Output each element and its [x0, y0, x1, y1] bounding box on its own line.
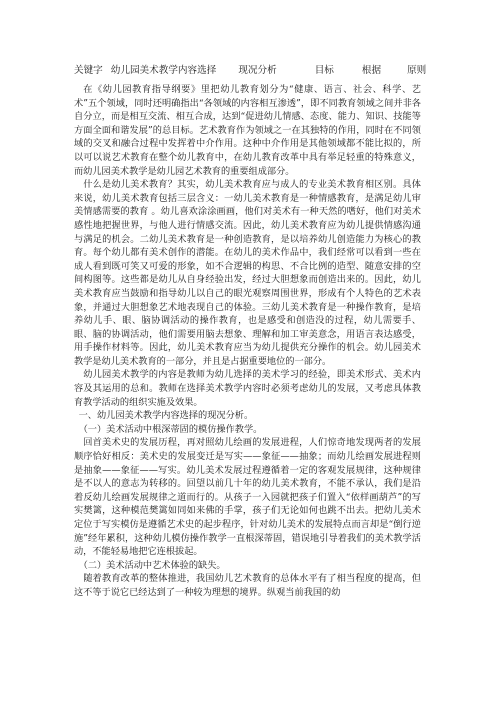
subsection-heading: （二）美术活动中艺术体验的缺失。: [78, 559, 226, 571]
body-paragraph: 随着教育改革的整体推进，我国幼儿艺术教育的总体水平有了相当程度的提高，但这不等于说它已经达到了一种较为理想的境界。纵观当前我国的幼: [74, 573, 421, 598]
document-body: [74, 64, 427, 600]
body-paragraph: 幼儿园美术教学的内容是教师为幼儿选择的美术学习的经验，即美术形式、美术内容及其运用的总和。教师在选择美术教学内容时必须考虑幼儿的发展，又考虑具体教育教学活动的组织实施及效果。: [74, 369, 421, 408]
subsection-heading: （一）美术活动中根深蒂固的模仿操作教学。: [78, 423, 263, 435]
keyword-term: 目标: [314, 65, 334, 76]
keyword-term: 原则: [407, 65, 427, 76]
body-paragraph: 什么是幼儿美术教育？其实，幼儿美术教育应与成人的专业美术教育相区别。具体来说，幼儿美术教育包括三层含义：一幼儿美术教育是一种情感教育，是满足幼儿审美情感需要的教育 。幼儿喜欢涂涂画画，他们对美术有一种天然的嗜好，他们对美术感性地把握世界，与他人进行情感交流。因此，幼儿美术教育应为幼儿提供情感沟通与满足的机会。二幼儿美术教育是一种创造教育，是以培养幼儿创造能力为核心的教育。每个幼儿都有美术创作的潜能。在幼儿的美术作品中，我们经常可以看到一些在成人看到既可笑又可爱的形象，如不合逻辑的构思、不合比例的造型、随意安排的空间构图等。这些都是幼儿从自身经验出发，经过大胆想象而创造出来的。因此，幼儿美术教育应当鼓励和指导幼儿以自己的眼光观察周围世界，形成有个人特色的艺术表象，并通过大胆想象艺术地表现自己的体验。三幼儿美术教育是一种操作教育，是培养幼儿手、眼、脑协调活动的操作教育，也是感受和创造没的过程，幼儿需要手、眼、脑的协调活动，他们需要用脑去想象、理解和加工审美意念，用语言表达感受，用手操作材料等。因此，幼儿美术教育应当为幼儿提供充分操作的机会。幼儿园美术教学是幼儿美术教育的一部分，并且是占据重要地位的一部分。: [74, 179, 421, 367]
body-paragraph: 回首美术史的发展历程，再对照幼儿绘画的发展进程，人们惊奇地发现两者的发展顺序恰好相反：美术史的发展变迁是写实——象征——抽象；而幼儿绘画发展进程则是抽象——象征——写实。幼儿美术发展过程遵循着一定的客观发展规律，这种规律是不以人的意志为转移的。回望以前几十年的幼儿美术教育，不能不承认，我们是沿着反幼儿绘画发展规律之道而行的。从孩子一入园就把孩子们置入“依样画葫芦”的写实樊篱，这种模范樊篱如同如来佛的手掌，孩子们无论如何也跳不出去。把幼儿美术定位于写实模仿是遵循艺术史的起步程序，针对幼儿美术的发展特点而言却是“倒行逆施”经年累积，这种幼儿模仿操作教学一直根深蒂固，错误地引导着我们的美术教学活动，不能轻易地把它连根拔起。: [74, 437, 421, 558]
body-paragraph: 在《幼儿园教育指导纲要》里把幼儿教育划分为“健康、语言、社会、科学、艺术”五个领域，同时还明确指出“各领域的内容相互渗透”，即不同教育领域之间并非各自分立，而是相互交流、相互合成，达到“促进幼儿情感、态度、能力、知识、技能等方面全面和谐发展”的总目标。艺术教育作为领域之一在其独特的作用，同时在不同领域的交叉和融合过程中发挥着中介作用。这种中介作用是其他领域都不能比拟的，所以可以说艺术教育在整个幼儿教育中，在幼儿教育改革中具有举足轻重的特殊意义，而幼儿园美术教学是幼儿园艺术教育的重要组成部分。: [74, 84, 421, 177]
keywords-label: 关键字: [74, 65, 103, 76]
keyword-term: 现况分析: [238, 65, 277, 76]
section-heading: 一、幼儿园美术教学内容选择的现况分析。: [78, 410, 254, 422]
keywords-line: [74, 64, 427, 77]
keyword-term: 根据: [361, 65, 382, 76]
keyword-term: 幼儿园美术教学内容选择: [110, 65, 217, 76]
